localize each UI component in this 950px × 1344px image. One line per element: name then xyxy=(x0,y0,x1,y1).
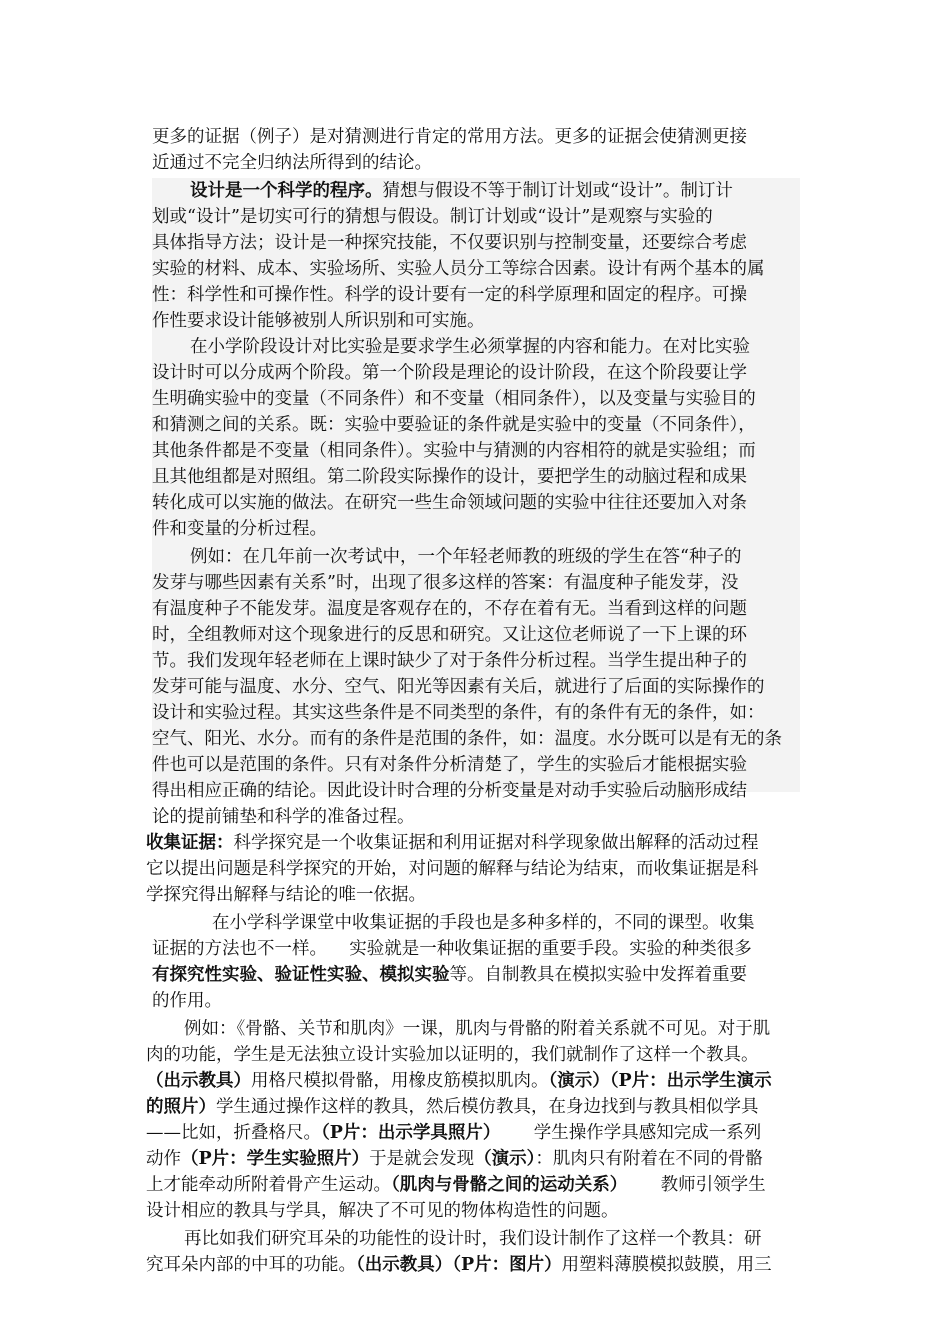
text-line: 转化成可以实施的做法。在研究一些生命领域问题的实验中往往还要加入对条 xyxy=(152,493,747,513)
text-span: ——比如，折叠格尺。 xyxy=(146,1123,321,1143)
text-line: 再比如我们研究耳朵的功能性的设计时，我们设计制作了这样一个教具：研 xyxy=(184,1229,762,1249)
text-span: 学生操作学具感知完成一系列 xyxy=(500,1123,762,1143)
bold-phrase: （出示教具）（P片：图片） xyxy=(356,1255,562,1275)
text-line: 例如：在几年前一次考试中，一个年轻老师教的班级的学生在答“种子的 xyxy=(190,547,742,567)
text-line: 和猜测之间的关系。既：实验中要验证的条件就是实验中的变量（不同条件）， xyxy=(152,415,756,435)
bold-phrase: （肌肉与骨骼之间的运动关系） xyxy=(391,1175,628,1195)
text-line xyxy=(146,1120,761,1146)
text-span: 用塑料薄膜模拟鼓膜，用三 xyxy=(561,1255,772,1275)
text-line xyxy=(146,1094,759,1120)
text-line: 学探究得出解释与结论的唯一依据。 xyxy=(146,885,426,905)
bold-phrase: 有探究性实验、验证性实验、模拟实验 xyxy=(152,965,450,985)
text-line: 例如：《骨骼、关节和肌肉》一课，肌肉与骨骼的附着关系就不可见。对于肌 xyxy=(184,1019,771,1039)
bold-phrase: （P片：出示学具照片） xyxy=(321,1123,501,1143)
bold-phrase: 的照片） xyxy=(146,1097,216,1117)
text-line: 划或“设计”是切实可行的猜想与假设。制订计划或“设计”是观察与实验的 xyxy=(152,207,713,227)
text-line xyxy=(190,178,733,204)
text-span: 动作 xyxy=(146,1149,181,1169)
text-line: 设计相应的教具与学具，解决了不可见的物体构造性的问题。 xyxy=(146,1201,619,1221)
text-line: 在小学阶段设计对比实验是要求学生必须掌握的内容和能力。在对比实验 xyxy=(190,337,750,357)
text-line xyxy=(152,962,747,988)
text-span: 猜想与假设不等于制订计划或“设计”。制订计 xyxy=(382,181,733,201)
text-line: 时，全组教师对这个现象进行的反思和研究。又让这位老师说了一下上课的环 xyxy=(152,625,747,645)
text-line: 它以提出问题是科学探究的开始，对问题的解释与结论为结束，而收集证据是科 xyxy=(146,859,759,879)
bold-phrase: （演示）（P片：出示学生演示 xyxy=(548,1071,772,1091)
text-span: 用格尺模拟骨骼，用橡皮筋模拟肌肉。 xyxy=(251,1071,549,1091)
text-span: 科学探究是一个收集证据和利用证据对科学现象做出解释的活动过程 xyxy=(233,833,759,853)
text-line: 论的提前铺垫和科学的准备过程。 xyxy=(152,807,415,827)
text-line xyxy=(146,1068,772,1094)
bold-heading: 收集证据： xyxy=(146,833,234,853)
text-line: 具体指导方法；设计是一种探究技能，不仅要识别与控制变量，还要综合考虑 xyxy=(152,233,747,253)
text-line: 件和变量的分析过程。 xyxy=(152,519,327,539)
text-line: 得出相应正确的结论。因此设计时合理的分析变量是对动手实验后动脑形成结 xyxy=(152,781,747,801)
text-line: 有温度种子不能发芽。温度是客观存在的，不存在着有无。当看到这样的问题 xyxy=(152,599,747,619)
bold-phrase: （出示教具） xyxy=(146,1071,251,1091)
text-line: 设计和实验过程。其实这些条件是不同类型的条件，有的条件有无的条件，如： xyxy=(152,703,765,723)
text-line: 其他条件都是不变量（相同条件）。实验中与猜测的内容相符的就是实验组；而 xyxy=(152,441,756,461)
text-line: 在小学科学课堂中收集证据的手段也是多种多样的，不同的课型。收集 xyxy=(212,913,755,933)
bold-phrase: （演示） xyxy=(474,1149,536,1169)
text-line: 更多的证据（例子）是对猜测进行肯定的常用方法。更多的证据会使猜测更接 xyxy=(152,127,747,147)
text-span: 于是就会发现 xyxy=(369,1149,475,1169)
text-line: 实验的材料、成本、实验场所、实验人员分工等综合因素。设计有两个基本的属 xyxy=(152,259,765,279)
text-line xyxy=(146,1146,763,1172)
text-line: 发芽可能与温度、水分、空气、阳光等因素有关后，就进行了后面的实际操作的 xyxy=(152,677,765,697)
text-line: 件也可以是范围的条件。只有对条件分析清楚了，学生的实验后才能根据实验 xyxy=(152,755,747,775)
text-line: 证据的方法也不一样。 实验就是一种收集证据的重要手段。实验的种类很多 xyxy=(152,939,752,959)
text-span: 教师引领学生 xyxy=(627,1175,766,1195)
text-line xyxy=(146,1252,772,1278)
text-span: 学生通过操作这样的教具，然后模仿教具，在身边找到与教具相似学具 xyxy=(216,1097,759,1117)
text-line: 且其他组都是对照组。第二阶段实际操作的设计，要把学生的动脑过程和成果 xyxy=(152,467,747,487)
text-line: 发芽与哪些因素有关系”时，出现了很多这样的答案：有温度种子能发芽，没 xyxy=(152,573,739,593)
text-line: 性：科学性和可操作性。科学的设计要有一定的科学原理和固定的程序。可操 xyxy=(152,285,747,305)
text-line: 空气、阳光、水分。而有的条件是范围的条件，如：温度。水分既可以是有无的条 xyxy=(152,729,782,749)
text-line xyxy=(146,830,759,856)
bold-heading: 设计是一个科学的程序。 xyxy=(190,181,383,201)
text-line: 近通过不完全归纳法所得到的结论。 xyxy=(152,153,432,173)
text-span: ：肌肉只有附着在不同的骨骼 xyxy=(535,1149,763,1169)
text-span: 等。自制教具在模拟实验中发挥着重要 xyxy=(449,965,747,985)
text-line: 生明确实验中的变量（不同条件）和不变量（相同条件），以及变量与实验目的 xyxy=(152,389,756,409)
text-line xyxy=(146,1172,766,1198)
text-line: 作性要求设计能够被别人所识别和可实施。 xyxy=(152,311,485,331)
bold-phrase: （P片：学生实验照片） xyxy=(181,1149,370,1169)
text-line: 设计时可以分成两个阶段。第一个阶段是理论的设计阶段，在这个阶段要让学 xyxy=(152,363,747,383)
text-line: 肉的功能，学生是无法独立设计实验加以证明的，我们就制作了这样一个教具。 xyxy=(146,1045,759,1065)
text-line: 节。我们发现年轻老师在上课时缺少了对于条件分析过程。当学生提出种子的 xyxy=(152,651,747,671)
text-span: 究耳朵内部的中耳的功能。 xyxy=(146,1255,356,1275)
text-line: 的作用。 xyxy=(152,991,222,1011)
text-span: 上才能牵动所附着骨产生运动。 xyxy=(146,1175,391,1195)
